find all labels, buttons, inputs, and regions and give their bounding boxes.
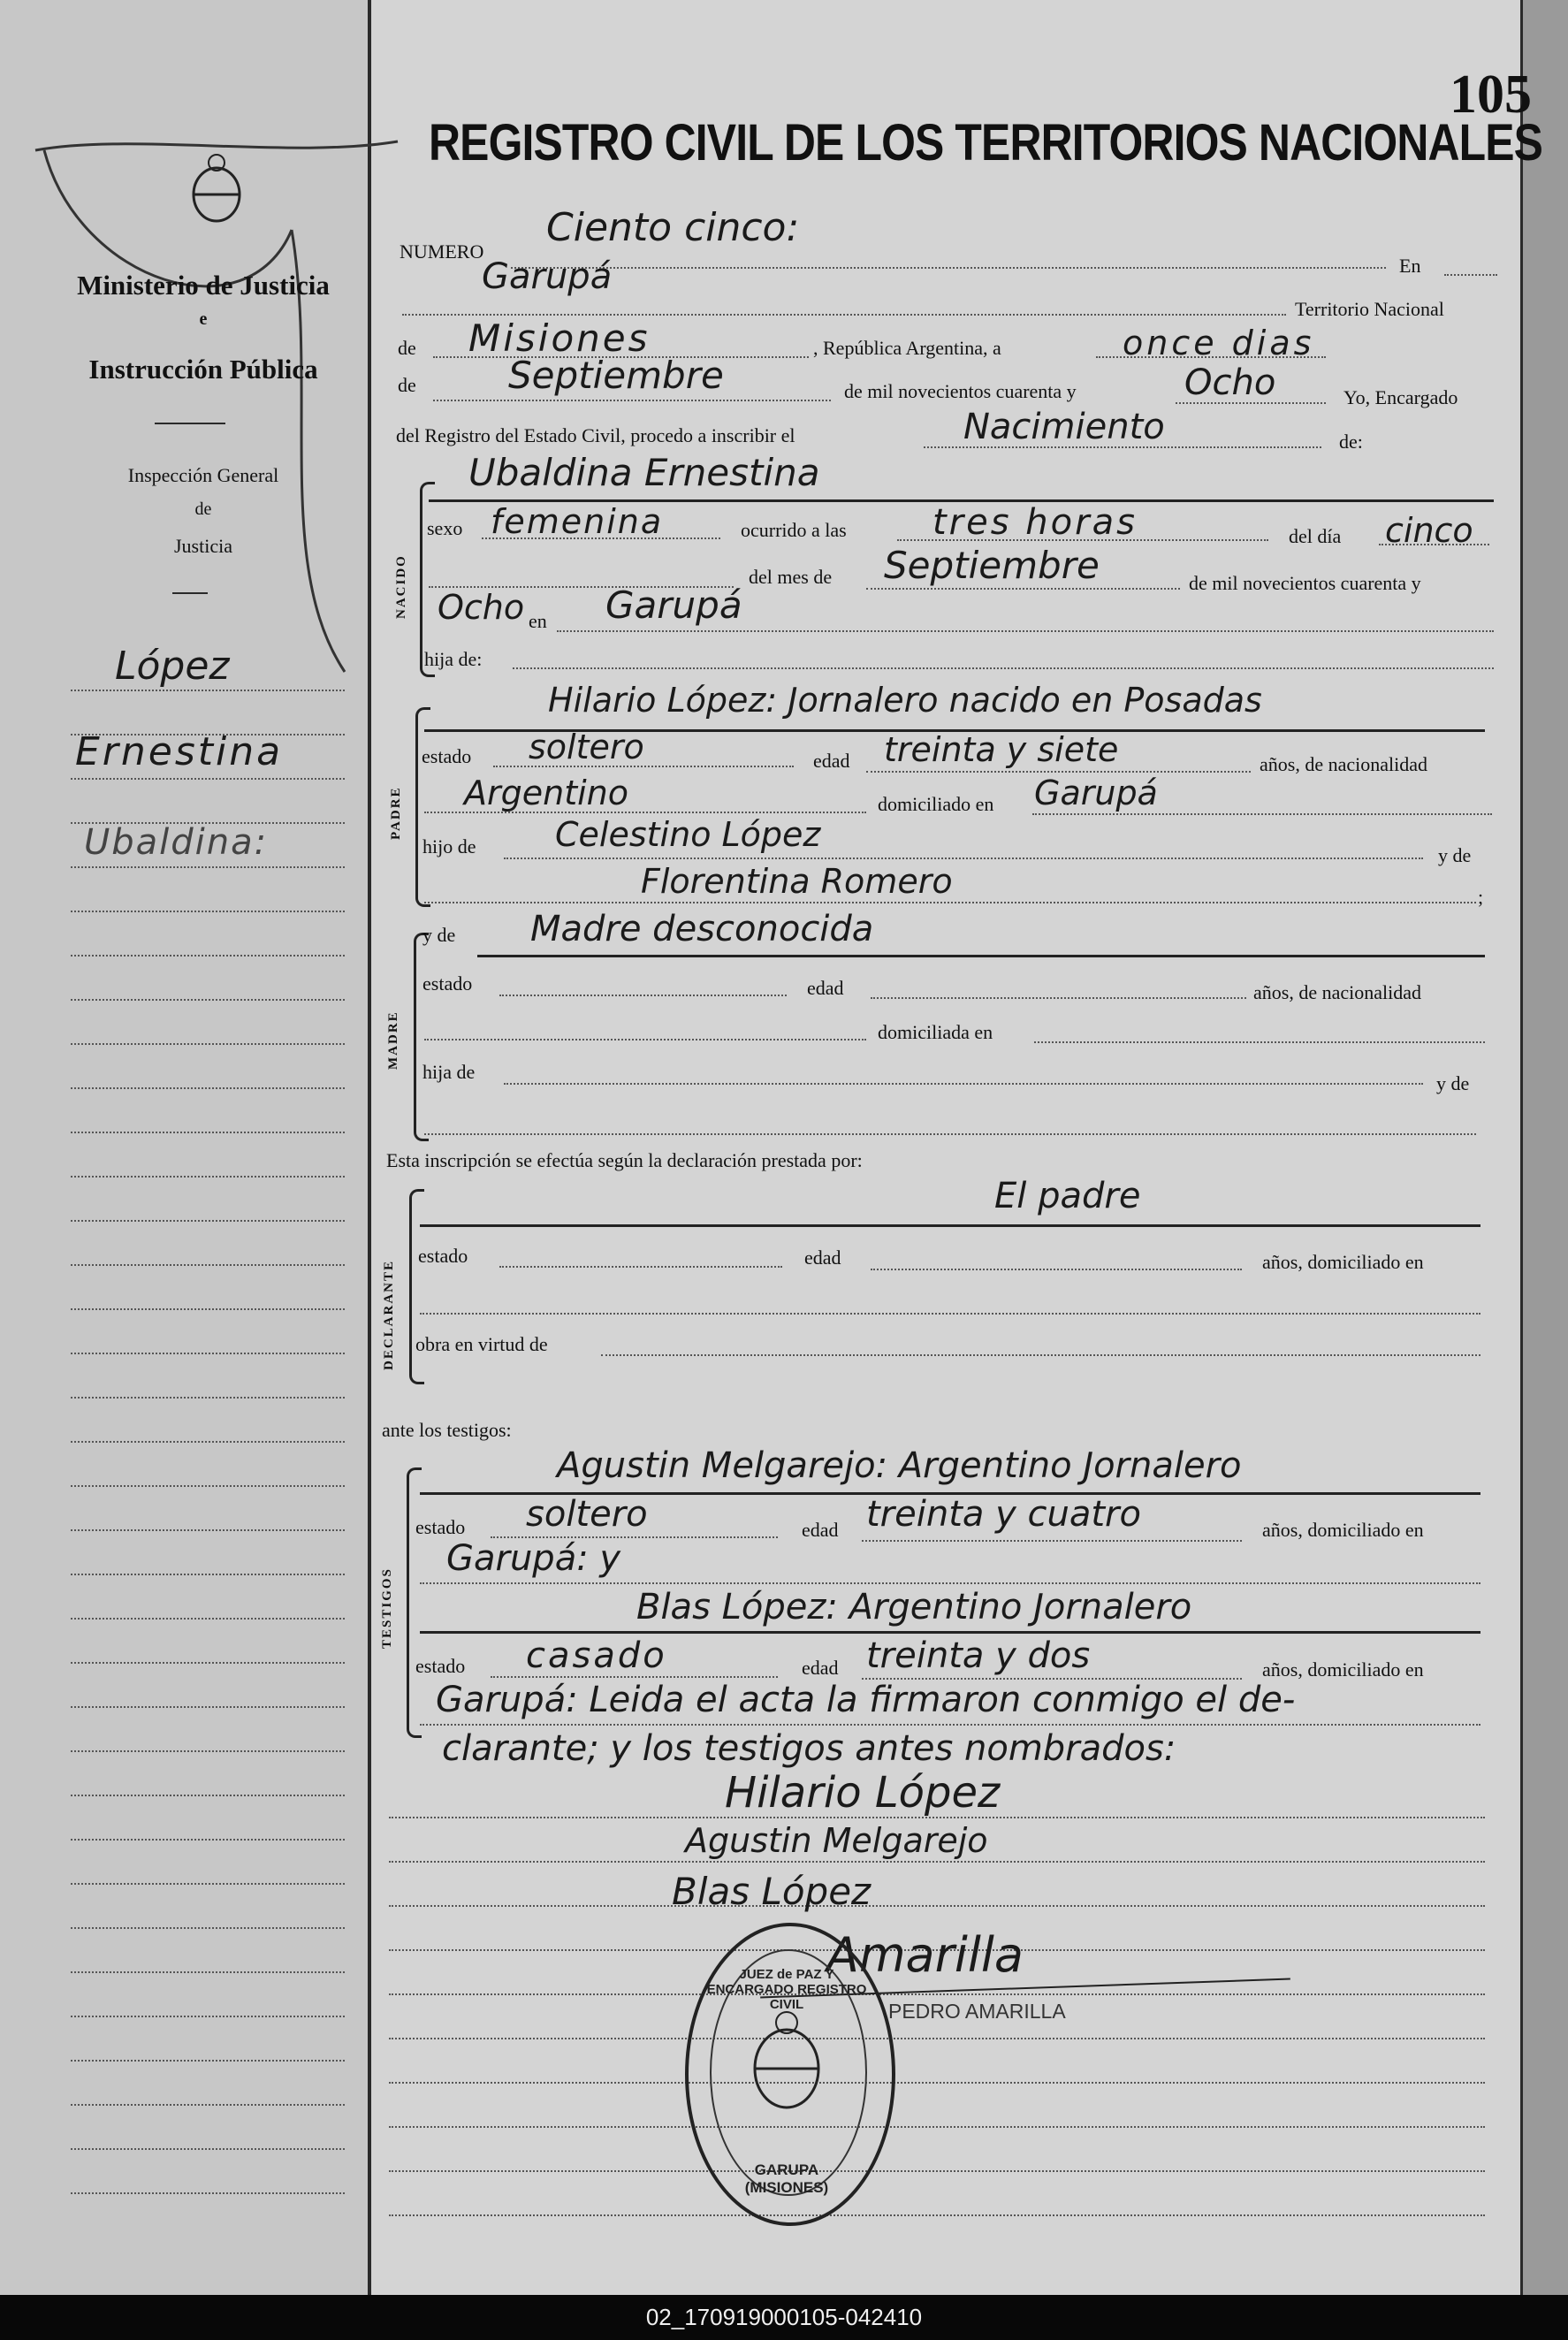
testigos-section-label: TESTIGOS <box>380 1567 394 1649</box>
margin-line <box>71 1353 345 1354</box>
madre-estado-label: estado <box>422 972 473 995</box>
testigo2-edad-value: treinta y dos <box>866 1635 1091 1676</box>
sello-texto: JUEZ de PAZ Y ENCARGADO REGISTRO CIVIL <box>706 1967 867 2012</box>
ministry-line2: Instrucción Pública <box>88 354 318 385</box>
firma-testigo2: Blas López <box>672 1870 872 1913</box>
padre-semicolon: ; <box>1478 886 1484 908</box>
margin-line <box>71 911 345 912</box>
testigo1-value: Agustin Melgarejo: Argentino Jornalero <box>557 1445 1242 1486</box>
margin-line <box>71 955 345 957</box>
margin-line <box>71 1485 345 1487</box>
inspeccion-line2: Justicia <box>174 535 232 557</box>
padre-hijo-label: hijo de <box>422 835 476 857</box>
hora-value: tres horas <box>932 502 1138 543</box>
encargado-label: Yo, Encargado <box>1343 386 1458 408</box>
de-label-2: de <box>398 374 416 396</box>
testigo2-estado-line <box>491 1676 778 1678</box>
testigos-intro: ante los testigos: <box>382 1419 512 1441</box>
testigo2-estado-value: casado <box>526 1635 667 1676</box>
madre-edad-label: edad <box>807 977 844 999</box>
declarante-anios-label: años, domiciliado en <box>1262 1251 1424 1273</box>
declarante-estado-label: estado <box>418 1245 468 1267</box>
testigo1-estado-value: soltero <box>526 1494 648 1535</box>
margin-line <box>71 1927 345 1929</box>
margin-line <box>71 1441 345 1443</box>
obra-line <box>601 1354 1480 1356</box>
padre-edad-line <box>866 771 1251 773</box>
page-title: REGISTRO CIVIL DE LOS TERRITORIOS NACIONALES <box>429 114 1543 171</box>
nacido-mes-label: del mes de <box>749 566 833 588</box>
testigo2-edad-label: edad <box>802 1657 839 1679</box>
padre-edad-label: edad <box>813 750 850 772</box>
sexo-value: femenina <box>491 502 664 541</box>
madre-section-label: MADRE <box>386 1010 400 1070</box>
margin-line <box>71 1043 345 1045</box>
cierre-line1-rule <box>420 1724 1480 1726</box>
testigo2-value: Blas López: Argentino Jornalero <box>636 1587 1192 1627</box>
margin-line <box>71 2192 345 2194</box>
numero-line <box>511 267 1386 269</box>
de-colon-label: de: <box>1339 431 1363 453</box>
padre-madre-line <box>424 902 1476 903</box>
margin-line <box>71 1883 345 1885</box>
margin-line <box>71 1087 345 1089</box>
padre-edad-value: treinta y siete <box>884 730 1119 769</box>
sello-lugar: GARUPA (MISIONES) <box>744 2161 829 2196</box>
madre-madre-line <box>424 1133 1476 1135</box>
testigo2-estado-label: estado <box>415 1655 466 1677</box>
madre-padre-line <box>504 1083 1423 1085</box>
folio-number: 105 <box>1450 65 1532 125</box>
declarante-edad-line <box>871 1269 1242 1270</box>
ocurrido-label: ocurrido a las <box>741 519 847 541</box>
cierre-line2: clarante; y los testigos antes nombrados: <box>442 1728 1176 1769</box>
madre-nombre-value: Madre desconocida <box>530 909 874 949</box>
cierre-line1: Garupá: Leida el acta la firmaron conmigo el de- <box>436 1680 1296 1720</box>
ministry-divider <box>155 423 225 424</box>
margin-line <box>71 1971 345 1973</box>
margin-line <box>71 1618 345 1620</box>
acto-value: Nacimiento <box>963 407 1165 447</box>
padre-domicilio-label: domiciliado en <box>878 793 994 815</box>
firma-encargado: Amarilla <box>826 1927 1024 1983</box>
margin-signature-scribble <box>27 124 407 690</box>
padre-estado-label: estado <box>422 745 472 767</box>
testigo1-estado-label: estado <box>415 1516 466 1538</box>
padre-estado-value: soltero <box>529 728 644 766</box>
declarante-section-label: DECLARANTE <box>382 1259 396 1370</box>
stamp-coat-of-arms-icon <box>742 2007 831 2122</box>
territorio-value: Misiones <box>468 316 651 360</box>
firma-line <box>389 2038 1485 2039</box>
madre-domicilio-label: domiciliada en <box>878 1021 993 1043</box>
numero-label: NUMERO <box>400 240 484 263</box>
madre-domicilio-line <box>1034 1041 1485 1043</box>
inspeccion-line1: Inspección General <box>127 464 279 486</box>
firma-line <box>389 1993 1485 1995</box>
testigo1-domicilio-line <box>420 1582 1480 1584</box>
margin-line <box>71 2016 345 2017</box>
nacido-lugar-value: Garupá <box>605 583 742 627</box>
en-line <box>1444 274 1497 276</box>
dia-label: del día <box>1289 525 1342 547</box>
numero-value: Ciento cinco: <box>546 205 800 250</box>
de-label: de <box>398 337 416 359</box>
lugar-value: Garupá <box>482 256 613 297</box>
testigos-bracket <box>407 1467 422 1738</box>
anio-label: de mil novecientos cuarenta y <box>844 380 1077 402</box>
madre-y-de-label: y de <box>422 924 456 946</box>
madre-anios-label: años, de nacionalidad <box>1253 981 1421 1003</box>
padre-y-de-label: y de <box>1438 844 1472 866</box>
padre-anios-label: años, de nacionalidad <box>1260 753 1427 775</box>
padre-padre-line <box>504 857 1423 859</box>
margin-line <box>71 1750 345 1752</box>
madre-y-de-end-label: y de <box>1436 1072 1470 1094</box>
madre-line <box>477 955 1485 957</box>
inspeccion-de: de <box>194 499 212 519</box>
margin-line <box>71 1662 345 1664</box>
nacido-mes-value: Septiembre <box>884 544 1100 587</box>
dia-value: cinco <box>1385 511 1473 550</box>
margin-line <box>71 2148 345 2150</box>
anio-value: Ocho <box>1184 362 1276 403</box>
margin-line <box>71 1706 345 1708</box>
padre-nombre-value: Hilario López: Jornalero nacido en Posadas <box>548 681 1262 720</box>
padre-bracket <box>415 707 430 907</box>
ministry-e: e <box>199 309 208 329</box>
madre-nacionalidad-line <box>424 1039 866 1040</box>
republica-label: , República Argentina, a <box>813 337 1001 359</box>
sello-nombre: PEDRO AMARILLA <box>888 2000 1066 2023</box>
nacido-en-label: en <box>529 610 547 632</box>
firma-testigo1: Agustin Melgarejo <box>685 1821 988 1860</box>
firma-line <box>389 2170 1485 2172</box>
nacido-section-label: NACIDO <box>394 554 408 619</box>
madre-edad-line <box>871 997 1246 999</box>
declarante-estado-line <box>499 1266 782 1268</box>
madre-estado-line <box>499 995 787 996</box>
mes-value: Septiembre <box>508 354 724 397</box>
firma-line <box>389 1861 1485 1863</box>
registro-label: del Registro del Estado Civil, procedo a inscribir el <box>396 424 795 446</box>
ministry-line1: Ministerio de Justicia <box>77 270 330 301</box>
inspeccion-divider <box>172 592 208 594</box>
margin-line <box>71 1176 345 1178</box>
margin-line <box>71 866 345 868</box>
testigo2-anios-label: años, domiciliado en <box>1262 1658 1424 1681</box>
sexo-label: sexo <box>427 517 463 539</box>
page-edge <box>1522 0 1568 2295</box>
margin-line <box>71 1220 345 1222</box>
testigo1-edad-line <box>862 1540 1242 1542</box>
testigo1-edad-value: treinta y cuatro <box>866 1494 1141 1535</box>
declaracion-intro: Esta inscripción se efectúa según la declaración prestada por: <box>386 1149 863 1171</box>
padre-padre-value: Celestino López <box>555 815 821 854</box>
firma-line <box>389 2126 1485 2128</box>
file-id-caption: 02_170919000105-042410 <box>0 2295 1568 2340</box>
testigo1-domicilio-value: Garupá: y <box>446 1538 621 1579</box>
margin-name-first: Ubaldina: <box>84 822 269 863</box>
testigo2-line <box>420 1631 1480 1634</box>
margin-line <box>71 1264 345 1266</box>
mes-line <box>433 400 831 401</box>
margin-line <box>71 1839 345 1841</box>
obra-label: obra en virtud de <box>415 1333 548 1355</box>
margin-line <box>71 2104 345 2106</box>
testigo1-anios-label: años, domiciliado en <box>1262 1519 1424 1541</box>
hija-label: hija de: <box>424 648 483 670</box>
nacido-mes-line <box>866 588 1180 590</box>
margin-name-surname: López <box>115 644 230 689</box>
margin-line <box>71 1529 345 1531</box>
margin-line <box>71 999 345 1001</box>
firma-line <box>389 1905 1485 1907</box>
margin-name-second: Ernestina <box>75 729 284 774</box>
madre-bracket <box>414 933 429 1141</box>
padre-madre-value: Florentina Romero <box>641 862 953 901</box>
hija-line <box>513 667 1494 669</box>
firma-line <box>389 2082 1485 2084</box>
margin-line <box>71 690 345 691</box>
margin-line <box>71 1308 345 1310</box>
padre-nacionalidad-value: Argentino <box>464 774 628 812</box>
declarante-value: El padre <box>994 1176 1141 1216</box>
declarante-line <box>420 1224 1480 1227</box>
madre-hija-label: hija de <box>422 1061 476 1083</box>
margin-line <box>71 1795 345 1796</box>
firma-declarante: Hilario López <box>725 1768 1001 1818</box>
dias-value: once dias <box>1123 324 1315 362</box>
nacido-nombre-value: Ubaldina Ernestina <box>468 451 820 494</box>
padre-section-label: PADRE <box>389 786 403 840</box>
padre-domicilio-value: Garupá <box>1034 774 1158 812</box>
nacido-anio-value: Ocho <box>438 588 525 627</box>
padre-domicilio-line <box>1032 813 1492 815</box>
margin-line <box>71 2060 345 2062</box>
margin-line <box>71 1132 345 1133</box>
declarante-domicilio-line <box>420 1313 1480 1315</box>
firma-line <box>389 2214 1485 2216</box>
lugar-line <box>402 314 1286 316</box>
page-edge-rule <box>1520 0 1523 2295</box>
margin-line <box>71 1574 345 1575</box>
en-label: En <box>1399 255 1421 277</box>
nacido-anio-label: de mil novecientos cuarenta y <box>1189 572 1421 594</box>
margin-line <box>71 1397 345 1399</box>
nacido-lugar-line <box>557 630 1494 632</box>
testigo1-edad-label: edad <box>802 1519 839 1541</box>
territorio-label: Territorio Nacional <box>1295 298 1444 320</box>
margin-line <box>71 778 345 780</box>
declarante-edad-label: edad <box>804 1246 841 1269</box>
